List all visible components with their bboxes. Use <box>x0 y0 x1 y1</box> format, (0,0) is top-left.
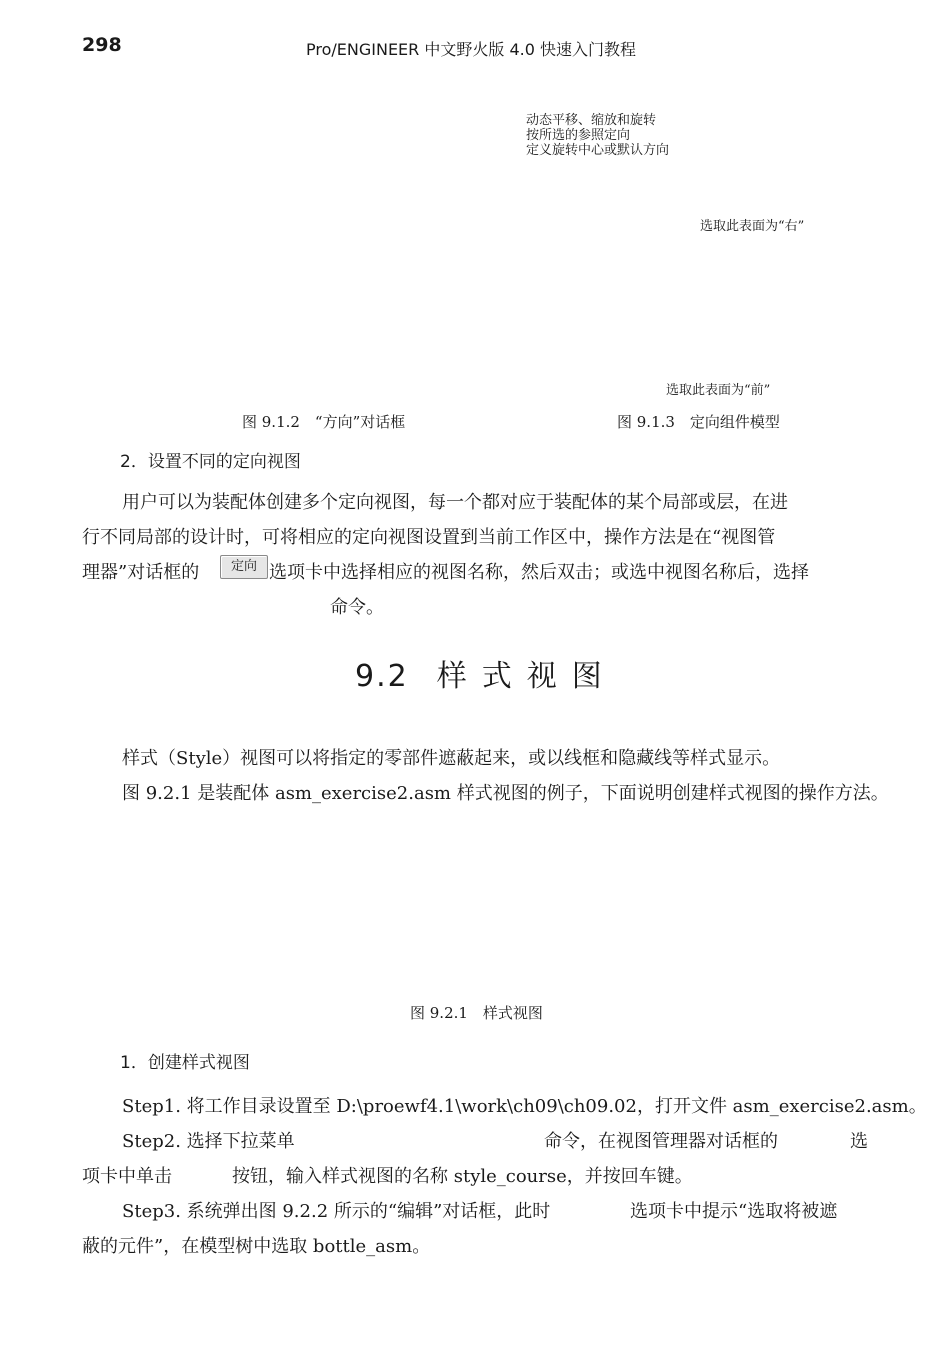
step-2-line-2-continued: 按钮，输入样式视图的名称 style_course，并按回车键。 <box>232 1166 693 1187</box>
section-title-text: 样式视图 <box>436 659 617 694</box>
step-2-continued: 命令，在视图管理器对话框的 <box>544 1131 778 1152</box>
step-2-line-2: 项卡中单击 <box>82 1166 172 1187</box>
step-2: Step2. 选择下拉菜单 <box>122 1131 295 1152</box>
paragraph-line: 样式（Style）视图可以将指定的零部件遮蔽起来，或以线框和隐藏线等样式显示。 <box>122 748 781 769</box>
page-number: 298 <box>82 34 122 56</box>
step-3: Step3. 系统弹出图 9.2.2 所示的“编辑”对话框，此时 <box>122 1201 551 1222</box>
callout-dynamic-pan-zoom-rotate: 动态平移、缩放和旋转 <box>526 113 657 128</box>
callout-rotation-center: 定义旋转中心或默认方向 <box>526 143 670 158</box>
paragraph-line: 命令。 <box>330 597 384 618</box>
step-3-continued: 选项卡中提示“选取将被遮 <box>630 1201 838 1222</box>
paragraph-line: 选项卡中选择相应的视图名称，然后双击；或选中视图名称后，选择 <box>269 562 809 583</box>
figure-caption-9-1-2: 图 9.1.2 “方向”对话框 <box>242 413 406 431</box>
section-number: 9.2 <box>355 659 409 694</box>
subsection-heading-create-style-view: 1．创建样式视图 <box>120 1053 250 1073</box>
paragraph-line: 行不同局部的设计时，可将相应的定向视图设置到当前工作区中，操作方法是在“视图管 <box>82 527 776 548</box>
section-title <box>355 651 617 695</box>
paragraph-line: 用户可以为装配体创建多个定向视图，每一个都对应于装配体的某个局部或层，在进 <box>122 492 788 513</box>
step-1: Step1. 将工作目录设置至 D:\proewf4.1\work\ch09\ch09.02，打开文件 asm_exercise2.asm。 <box>122 1096 927 1117</box>
figure-caption-9-2-1: 图 9.2.1 样式视图 <box>410 1004 543 1022</box>
label-select-surface-right: 选取此表面为“右” <box>700 219 805 234</box>
orient-tab-button[interactable]: 定向 <box>220 555 268 579</box>
figure-caption-9-1-3: 图 9.1.3 定向组件模型 <box>617 413 780 431</box>
paragraph-line: 理器”对话框的 <box>82 562 200 583</box>
subsection-heading-orient-views: 2．设置不同的定向视图 <box>120 452 301 472</box>
paragraph-line: 图 9.2.1 是装配体 asm_exercise2.asm 样式视图的例子，下面说明创建样式视图的操作方法。 <box>122 783 889 804</box>
callout-orient-by-reference: 按所选的参照定向 <box>526 128 631 143</box>
running-header: Pro/ENGINEER 中文野火版 4.0 快速入门教程 <box>306 40 636 59</box>
step-2-continued: 选 <box>850 1131 868 1152</box>
label-select-surface-front: 选取此表面为“前” <box>666 383 771 398</box>
step-3-line-2: 蔽的元件”，在模型树中选取 bottle_asm。 <box>82 1236 431 1257</box>
